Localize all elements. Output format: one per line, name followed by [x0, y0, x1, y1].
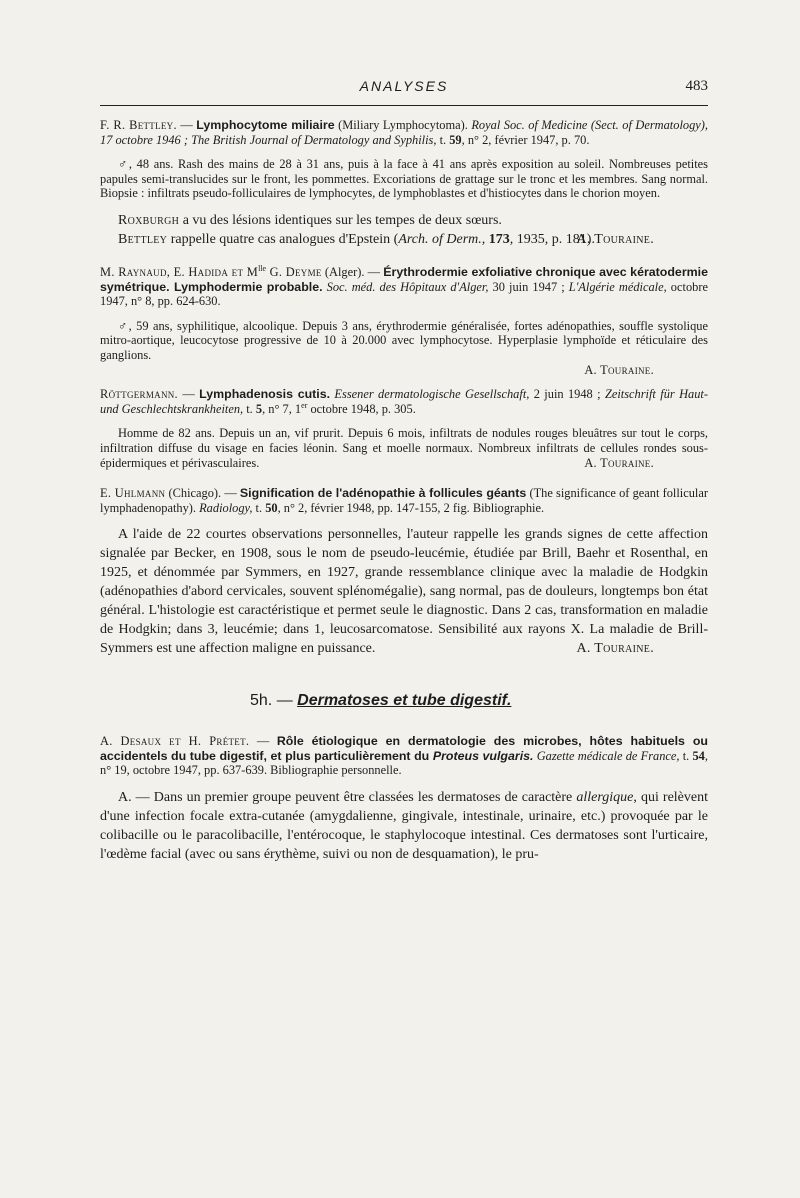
article-citation: Röttgermann. — Lymphadenosis cutis. Essener dermatologische Gesellschaft, 2 juin 1948 ; Zeitschrift für Haut- und Geschlechtskrankheiten, t. 5, n° 7, 1er octobre 1948, p. 305.	[100, 387, 708, 416]
journal-name: Royal Soc. of Medicine (Sect. of Dermatology), 17 octobre 1946 ; The British Journal of Dermatology and Syphilis,	[100, 118, 708, 147]
journal-name: Gazette médicale de France,	[533, 748, 680, 763]
article-summary: ♂, 48 ans. Rash des mains de 28 à 31 ans, puis à la face à 41 ans après exposition au soleil. Nombreuses petites papules semi-translucides sur le front, les pommettes. Excoriations de grattage sur le tronc et les membres. Sang normal. Biopsie : infiltrats pseudo-folliculaires de lymphocytes, de lymphoblastes et d'histiocytes dans le chorion moyen.	[100, 157, 708, 201]
article-summary: Homme de 82 ans. Depuis un an, vif prurit. Depuis 6 mois, infiltrats de nodules rouges bleuâtres sur tout le corps, infiltration diffuse du visage en facies léonin. Sang et moelle normaux. Nombreux infiltrats de cellules rondes sous-épidermiques et périvasculaires.	[100, 426, 708, 470]
journal-name: Radiology,	[199, 500, 253, 515]
page-number: 483	[685, 78, 708, 94]
section-heading	[100, 692, 708, 710]
article-title: Lymphadenosis cutis.	[199, 387, 331, 402]
article-title: Lymphocytome miliaire	[196, 118, 335, 132]
page-header	[100, 78, 708, 100]
article-author: Röttgermann.	[100, 387, 178, 402]
header-rule	[100, 105, 708, 106]
article-author: F. R. Bettley.	[100, 118, 177, 132]
article-summary: A. — Dans un premier groupe peuvent être classées les dermatoses de caractère allergique, qui relèvent d'une infection focale extra-cutanée (amygdalienne, gingivale, intestinale, urinaire, etc.) provoquée par le colibacille ou le paracolibacille, l'entérocoque, le staphylocoque intestinal. Ces dermatoses sont l'urticaire, l'œdème facial (avec ou sans érythème, suivi ou non de desquamation), le pru-	[100, 790, 708, 863]
article-author: A. Desaux et H. Prétet.	[100, 734, 250, 749]
article-desaux	[100, 734, 708, 864]
article-summary: A l'aide de 22 courtes observations personnelles, l'auteur rappelle les grands signes de cette affection signalée par Becker, en 1908, sous le nom de pseudo-leucémie, étudiée par Brill, Baehr et Rosenthal, en 1925, et dénommée par Symmers, en 1927, grande ressemblance clinique avec la maladie de Hodgkin (adénopathies d'abord cervicales, souvent splénomégalie), sang normal, pas de douleurs, longtemps bon état général. L'histologie est caractéristique et permet seule le diagnostic. Dans 2 cas, transformation en maladie de Hodgkin; dans 3, leucémie; dans 1, leucosarcomatose. Sensibilité aux rayons X. La maladie de Brill-Symmers est une affection maligne en puissance.	[100, 527, 708, 657]
journal-name: Soc. méd. des Hôpitaux d'Alger,	[322, 279, 489, 294]
signature: A. Touraine.	[576, 641, 654, 657]
article-paragraph: Bettley rappelle quatre cas analogues d'Epstein (Arch. of Derm., 173, 1935, p. 181).	[118, 231, 595, 247]
journal-name: Essener dermatologische Gesellschaft,	[330, 387, 530, 402]
signature: A. Touraine.	[584, 455, 654, 470]
article-title: Signification de l'adénopathie à follicules géants	[239, 486, 527, 501]
section-number: 5h. —	[250, 692, 298, 710]
article-author: E. Uhlmann	[100, 486, 166, 501]
article-title: Érythrodermie exfoliative chronique avec kératodermie symétrique. Lymphodermie probable.	[100, 264, 708, 294]
signature: A. Touraine.	[584, 362, 654, 377]
article-uhlmann	[100, 486, 708, 658]
article-rottgermann	[100, 387, 708, 470]
article-citation: E. Uhlmann (Chicago). — Signification de l'adénopathie à follicules géants (The significance of geant follicular lymphadenopathy). Radiology, t. 50, n° 2, février 1948, pp. 147-155, 2 fig. Bibliographie.	[100, 486, 709, 515]
page-content	[100, 118, 708, 864]
article-summary: ♂, 59 ans, syphilitique, alcoolique. Depuis 3 ans, érythrodermie généralisée, fortes adénopathies, souffle systolique mitro-aortique, leucocytose progressive de 10 à 20.000 avec lymphocytose. Hyperplasie lymphoïde et réticulaire des ganglions.	[100, 318, 708, 362]
article-author: M. Raynaud, E. Hadida et M	[100, 264, 259, 279]
section-title: Dermatoses et tube digestif.	[297, 692, 512, 710]
running-title: ANALYSES	[359, 78, 449, 94]
article-raynaud	[100, 265, 708, 377]
article-citation: F. R. Bettley. — Lymphocytome miliaire (Miliary Lymphocytoma). Royal Soc. of Medicine (Sect. of Dermatology), 17 octobre 1946 ; The British Journal of Dermatology and Syphilis, t. 59, n° 2, février 1947, p. 70.	[100, 118, 708, 147]
article-title: Rôle étiologique en dermatologie des microbes, hôtes habituels ou accidentels du tube digestif, et plus particulièrement du	[100, 734, 708, 763]
article-bettley	[100, 118, 708, 249]
signature: A. Touraine.	[576, 231, 654, 247]
article-citation: A. Desaux et H. Prétet. — Rôle étiologique en dermatologie des microbes, hôtes habituels ou accidentels du tube digestif, et plus particulièrement du Proteus vulgaris. Gazette médicale de France, t. 54, n° 19, octobre 1947, pp. 637-639. Bibliographie personnelle.	[100, 734, 708, 778]
article-citation: M. Raynaud, E. Hadida et $M^{lle}$ G. Deyme (Alger). — Érythrodermie exfoliative chronique avec kératodermie symétrique. Lymphodermie probable. Soc. méd. des Hôpitaux d'Alger, 30 juin 1947 ; L'Algérie médicale, octobre 1947, n° 8, pp. 624-630.	[100, 263, 708, 309]
article-paragraph: Roxburgh a vu des lésions identiques sur les tempes de deux sœurs.	[118, 212, 502, 228]
